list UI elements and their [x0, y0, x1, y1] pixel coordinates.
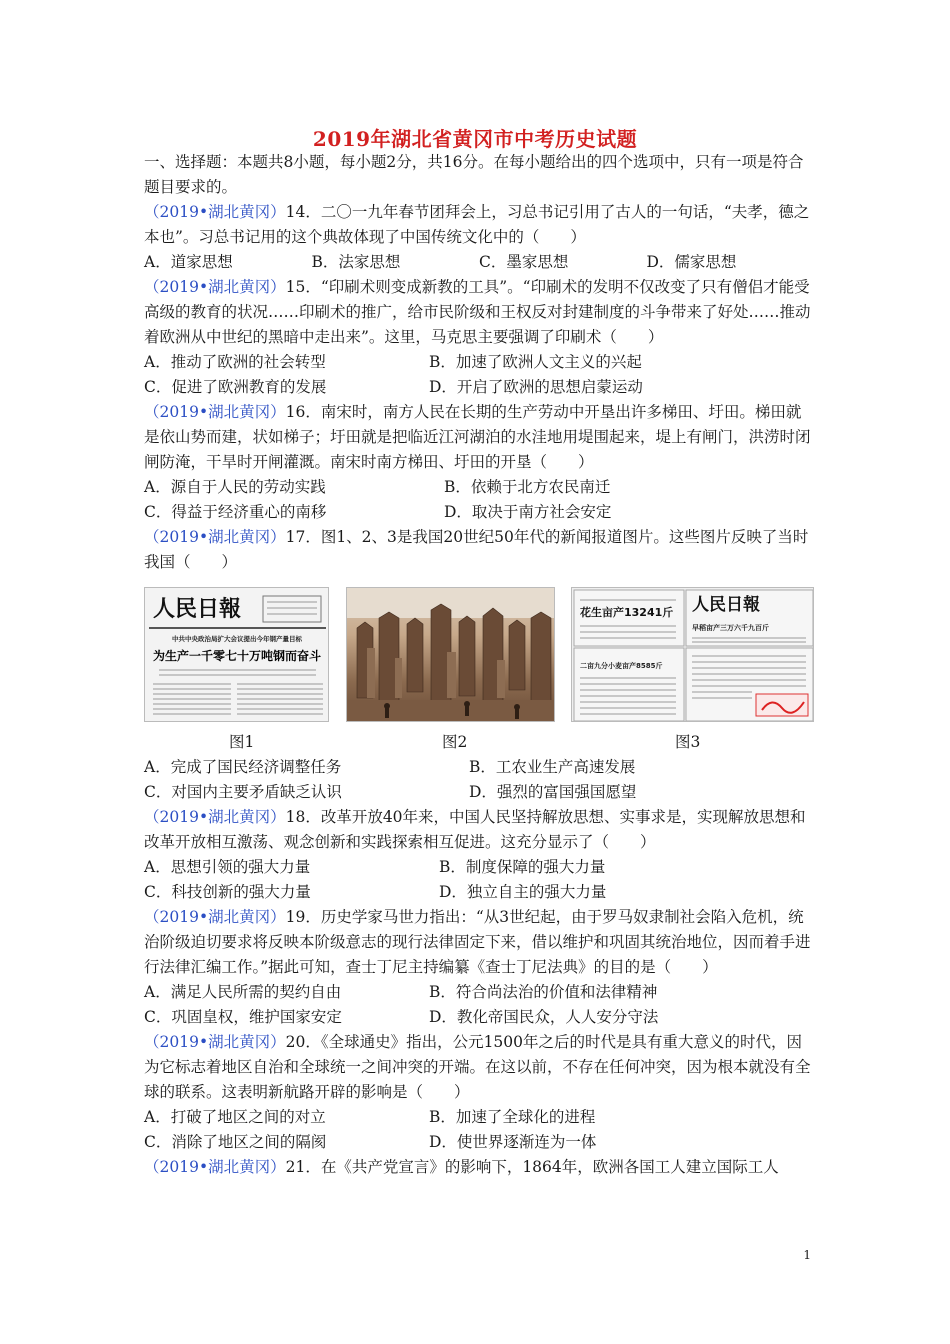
options-15-row1 [144, 350, 814, 375]
option-d: D．强烈的富国强国愿望 [469, 783, 637, 801]
question-stem: 14．二〇一九年春节团拜会上，习总书记引用了古人的一句话，“夫孝，德之本也”。习总书记用的这个典故体现了中国传统文化中的（ ） [144, 203, 810, 246]
option-a: A．道家思想 [144, 253, 233, 271]
option-a: A．完成了国民经济调整任务 [144, 758, 342, 776]
question-stem: 21．在《共产党宣言》的影响下，1864年，欧洲各国工人建立国际工人 [285, 1158, 779, 1176]
option-b: B．符合尚法治的价值和法律精神 [429, 983, 658, 1001]
option-c: C．消除了地区之间的隔阂 [144, 1133, 327, 1151]
options-16-row2 [144, 500, 814, 525]
question-source: （2019•湖北黄冈） [144, 1033, 286, 1051]
furnaces-illustration [347, 588, 555, 722]
option-d: D．独立自主的强大力量 [439, 883, 607, 901]
question-source: （2019•湖北黄冈） [144, 203, 286, 221]
option-c: C．墨家思想 [479, 253, 569, 271]
page-title: 2019年湖北省黄冈市中考历史试题 [312, 127, 638, 151]
options-17-row2 [144, 780, 814, 805]
question-stem: 15．“印刷术则变成新教的工具”。“印刷术的发明不仅改变了只有僧侣才能受高级的教育的状况……印刷术的推广，给市民阶级和王权反对封建制度的斗争带来了好处……推动着欧洲从中世纪的黑暗中走出来”。这里，马克思主要强调了印刷术（ ） [144, 278, 811, 346]
option-c: C．促进了欧洲教育的发展 [144, 378, 327, 396]
figure-1-newspaper-image [144, 587, 329, 722]
question-source: （2019•湖北黄冈） [144, 278, 286, 296]
question-source: （2019•湖北黄冈） [144, 908, 286, 926]
question-15 [144, 275, 814, 350]
options-20-row1 [144, 1105, 814, 1130]
question-stem: 19．历史学家马世力指出：“从3世纪起，由于罗马奴隶制社会陷入危机，统治阶级迫切要求将反映本阶级意志的现行法律固定下来，借以维护和巩固其统治地位，因而着手进行法律汇编工作。”据此可知，查士丁尼主持编纂《查士丁尼法典》的目的是（ ） [144, 908, 811, 976]
question-stem: 20．《全球通史》指出，公元1500年之后的时代是具有重大意义的时代，因为它标志着地区自治和全球统一之间冲突的开端。在这以前，不存在任何冲突，因为根本就没有全球的联系。这表明新航路开辟的影响是（ ） [144, 1033, 811, 1101]
figure-row [144, 587, 814, 722]
masthead-text: 人民日報 [153, 596, 242, 622]
collage-illustration [572, 588, 814, 722]
option-a: A．满足人民所需的契约自由 [144, 983, 342, 1001]
option-d: D．教化帝国民众，人人安分守法 [429, 1008, 659, 1026]
question-16 [144, 400, 814, 475]
page-number: 1 [803, 1248, 811, 1262]
question-source: （2019•湖北黄冈） [144, 808, 286, 826]
options-19-row2 [144, 1005, 814, 1030]
option-c: C．得益于经济重心的南移 [144, 503, 327, 521]
option-c: C．科技创新的强大力量 [144, 883, 311, 901]
options-19-row1 [144, 980, 814, 1005]
option-d: D．取决于南方社会安定 [444, 503, 612, 521]
option-a: A．源自于人民的劳动实践 [144, 478, 326, 496]
question-17 [144, 525, 814, 575]
options-18-row1 [144, 855, 814, 880]
options-20-row2 [144, 1130, 814, 1155]
option-a: A．思想引领的强大力量 [144, 858, 311, 876]
option-b: B．加速了欧洲人文主义的兴起 [429, 353, 642, 371]
question-19 [144, 905, 814, 980]
headline-text: 为生产一千零七十万吨钢而奋斗 [152, 649, 322, 663]
collage-headline-2: 二亩九分小麦亩产8585斤 [580, 662, 663, 670]
newspaper-illustration [145, 588, 329, 722]
figure-2-furnace-photo [346, 587, 555, 722]
options-17-row1 [144, 755, 814, 780]
option-a: A．推动了欧洲的社会转型 [144, 353, 326, 371]
collage-headline-1: 花生亩产13241斤 [580, 606, 674, 619]
option-b: B．加速了全球化的进程 [429, 1108, 596, 1126]
figure-2-caption: 图2 [442, 733, 468, 751]
figure-captions [144, 730, 814, 755]
option-d: D．儒家思想 [646, 253, 737, 271]
option-b: B．工农业生产高速发展 [469, 758, 636, 776]
options-16-row1 [144, 475, 814, 500]
question-stem: 18．改革开放40年来，中国人民坚持解放思想、实事求是，实现解放思想和改革开放相互激荡、观念创新和实践探索相互促进。这充分显示了（ ） [144, 808, 806, 851]
collage-masthead: 人民日報 [692, 595, 760, 615]
option-c: C．巩固皇权，维护国家安定 [144, 1008, 342, 1026]
question-source: （2019•湖北黄冈） [144, 528, 286, 546]
question-stem: 16．南宋时，南方人民在长期的生产劳动中开垦出许多梯田、圩田。梯田就是依山势而建，状如梯子；圩田就是把临近江河湖泊的水洼地用堤围起来，堤上有闸门，洪涝时闭闸防淹，干旱时开闸灌溉。南宋时南方梯田、圩田的开垦（ ） [144, 403, 811, 471]
question-20 [144, 1030, 814, 1105]
figure-1-caption: 图1 [229, 733, 255, 751]
options-18-row2 [144, 880, 814, 905]
option-b: B．依赖于北方农民南迁 [444, 478, 611, 496]
option-d: D．开启了欧洲的思想启蒙运动 [429, 378, 643, 396]
option-b: B．制度保障的强大力量 [439, 858, 606, 876]
question-stem: 17．图1、2、3是我国20世纪50年代的新闻报道图片。这些图片反映了当时我国（ ） [144, 528, 809, 571]
section-intro: 一、选择题：本题共8小题，每小题2分，共16分。在每小题给出的四个选项中，只有一项是符合题目要求的。 [144, 153, 804, 196]
question-source: （2019•湖北黄冈） [144, 403, 286, 421]
figure-3-newspaper-collage [571, 587, 814, 722]
collage-headline-3: 早稻亩产三万六千九百斤 [692, 624, 769, 632]
question-content [144, 150, 814, 1180]
options-14 [144, 250, 814, 275]
option-d: D．使世界逐渐连为一体 [429, 1133, 597, 1151]
subhead-text: 中共中央政治局扩大会议提出今年钢产量目标 [172, 635, 302, 643]
option-c: C．对国内主要矛盾缺乏认识 [144, 783, 342, 801]
options-15-row2 [144, 375, 814, 400]
figure-3-caption: 图3 [675, 733, 701, 751]
option-b: B．法家思想 [311, 253, 401, 271]
option-a: A．打破了地区之间的对立 [144, 1108, 326, 1126]
question-21 [144, 1155, 814, 1180]
question-14 [144, 200, 814, 250]
question-source: （2019•湖北黄冈） [144, 1158, 286, 1176]
question-18 [144, 805, 814, 855]
